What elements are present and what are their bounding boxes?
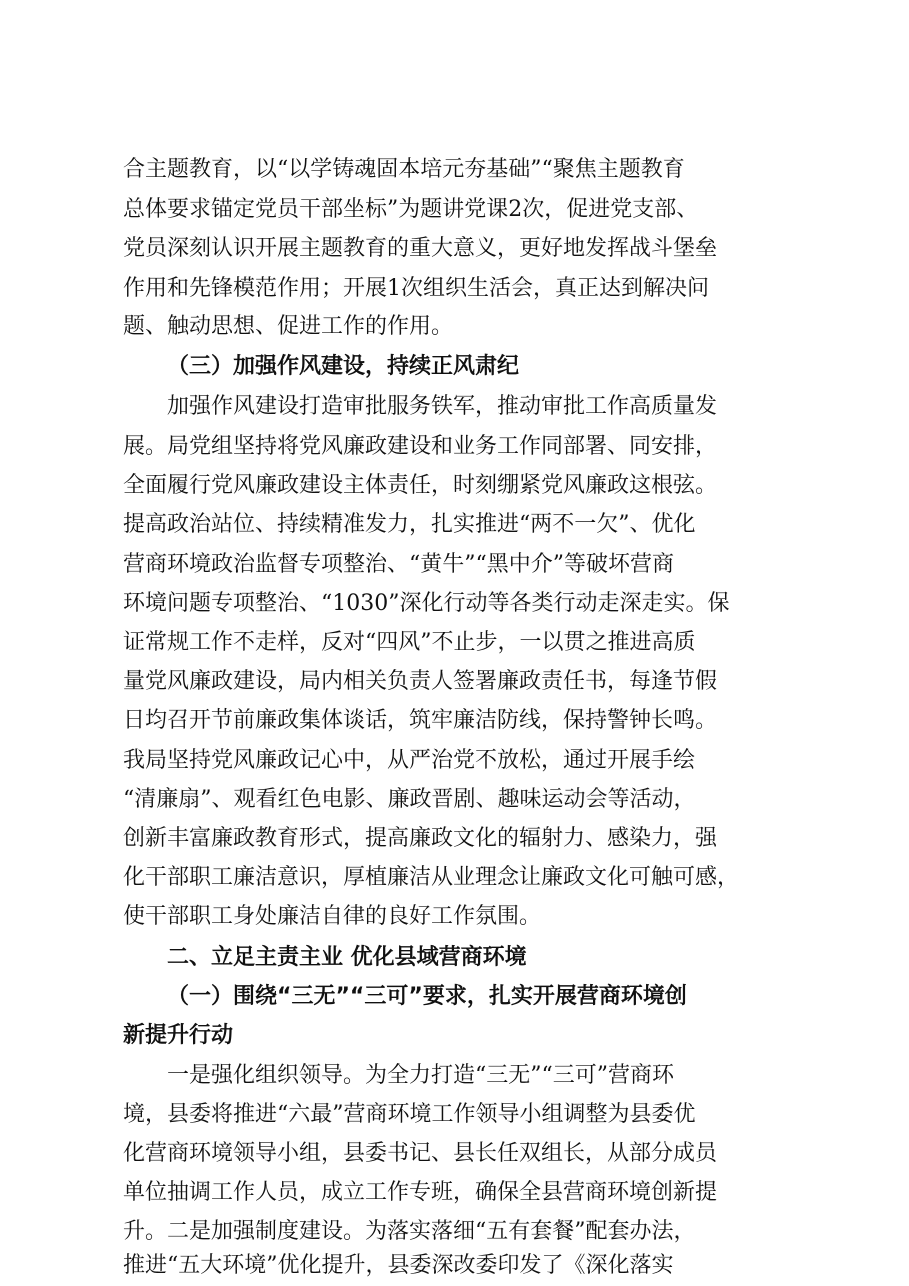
body-text-line: 展。局党组坚持将党风廉政建设和业务工作同部署、同安排，: [123, 434, 718, 459]
section-subheading: （一）围绕“三无”“三可”要求，扎实开展营商环境创: [167, 984, 687, 1009]
body-text-line: 升。二是加强制度建设。为落实落细“五有套餐”配套办法，: [123, 1219, 696, 1244]
body-text-line: 全面履行党风廉政建设主体责任，时刻绷紧党风廉政这根弦。: [123, 473, 718, 498]
body-text-line: 提高政治站位、持续精准发力，扎实推进“两不一欠”、优化: [123, 512, 696, 537]
body-text-line: 证常规工作不走样，反对“四风”不止步，一以贯之推进高质: [123, 630, 696, 655]
body-text-line: 创新丰富廉政教育形式，提高廉政文化的辐射力、感染力，强: [123, 826, 718, 851]
body-text-line: 党员深刻认识开展主题教育的重大意义，更好地发挥战斗堡垒: [123, 236, 718, 261]
body-text-line: 境，县委将推进“六最”营商环境工作领导小组调整为县委优: [123, 1102, 696, 1127]
section-subheading-continued: 新提升行动: [123, 1023, 234, 1048]
body-text-line: 化营商环境领导小组，县委书记、县长任双组长，从部分成员: [123, 1141, 718, 1166]
body-text-line: “清廉扇”、观看红色电影、廉政晋剧、趣味运动会等活动，: [123, 787, 696, 812]
body-text-line: 日均召开节前廉政集体谈话，筑牢廉洁防线，保持警钟长鸣。: [123, 708, 718, 733]
section-subheading: （三）加强作风建设，持续正风肃纪: [167, 354, 520, 379]
section-heading: 二、立足主责主业 优化县域营商环境: [167, 945, 527, 970]
body-text-line: 环境问题专项整治、“1030”深化行动等各类行动走深走实。保: [123, 591, 730, 616]
paragraph-first-line: 加强作风建设打造审批服务铁军，推动审批工作高质量发: [167, 394, 718, 419]
body-text-line: 总体要求锚定党员干部坐标”为题讲党课2次，促进党支部、: [123, 197, 699, 222]
body-text-line: 我局坚持党风廉政记心中，从严治党不放松，通过开展手绘: [123, 748, 696, 773]
body-text-line: 营商环境政治监督专项整治、“黄牛”“黑中介”等破坏营商: [123, 552, 674, 577]
body-text-line: 作用和先锋模范作用；开展1次组织生活会，真正达到解决问: [123, 276, 709, 301]
body-text-line: 化干部职工廉洁意识，厚植廉洁从业理念让廉政文化可触可感，: [123, 865, 740, 890]
body-text-line: 单位抽调工作人员，成立工作专班，确保全县营商环境创新提: [123, 1180, 718, 1205]
body-text-line: 量党风廉政建设，局内相关负责人签署廉政责任书，每逢节假: [123, 669, 718, 694]
body-text-line: 合主题教育，以“以学铸魂固本培元夯基础”“聚焦主题教育: [123, 157, 685, 182]
paragraph-first-line: 一是强化组织领导。为全力打造“三无”“三可”营商环: [167, 1063, 674, 1088]
body-text-line: 题、触动思想、促进工作的作用。: [123, 314, 454, 339]
body-text-line: 推进“五大环境”优化提升，县委深改委印发了《深化落实: [123, 1253, 674, 1278]
body-text-line: 使干部职工身处廉洁自律的良好工作氛围。: [123, 904, 542, 929]
